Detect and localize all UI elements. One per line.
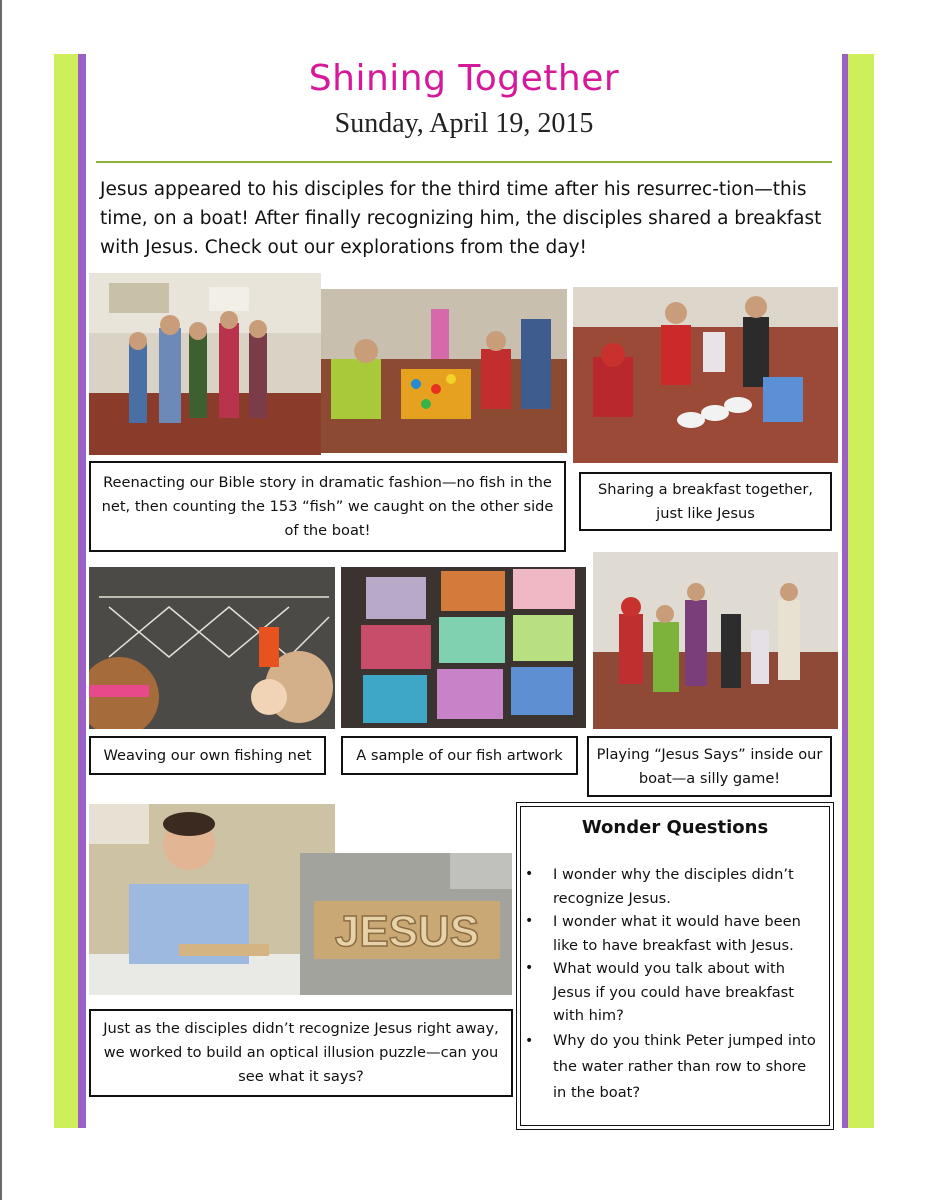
left-purple-border [78,54,86,1128]
wonder-item: • Why do you think Peter jumped into the water rather than row to shore in the boat? [553,1028,823,1106]
newsletter-title: Shining Together [308,58,620,99]
photo-jesus-puzzle [300,853,512,995]
photo-boy-building-puzzle [89,804,335,995]
photo-fish-artwork [341,567,586,728]
left-green-border [54,54,80,1128]
wonder-item: • What would you talk about with Jesus if you could have breakfast with him? [553,957,823,1028]
page-edge [0,0,2,1200]
newsletter-date: Sunday, April 19, 2015 [334,108,594,139]
photo-breakfast-circle [573,287,838,463]
caption-net: Weaving our own fishing net [89,736,326,775]
header-divider [96,161,832,163]
photo-counting-fish [321,289,567,453]
caption-artwork: A sample of our fish artwork [341,736,578,775]
wonder-list [553,863,823,1106]
caption-puzzle: Just as the disciples didn’t recognize Jesus right away, we worked to build an optical illusion puzzle—can you see what it says? [89,1009,513,1097]
wonder-item: • I wonder what it would have been like to have breakfast with Jesus. [553,910,823,957]
caption-game: Playing “Jesus Says” inside our boat—a silly game! [587,736,832,797]
wonder-questions-box [516,802,834,1130]
photo-jesus-says-game [593,552,838,729]
photo-kids-in-room [89,273,321,455]
caption-reenacting: Reenacting our Bible story in dramatic fashion—no fish in the net, then counting the 153 “fish” we caught on the other side of the boat! [89,461,566,552]
intro-paragraph: Jesus appeared to his disciples for the third time after his resurrec-tion—this time, on a boat! After finally recognizing him, the disciples shared a breakfast with Jesus. Check out our explorations from the day! [100,179,822,258]
photo-weaving-net [89,567,335,729]
wonder-heading: Wonder Questions [581,817,769,838]
wonder-item: • I wonder why the disciples didn’t recognize Jesus. [553,863,823,910]
caption-breakfast: Sharing a breakfast together, just like Jesus [579,472,832,531]
right-green-border [848,54,874,1128]
puzzle-word: JESUS [334,907,480,956]
